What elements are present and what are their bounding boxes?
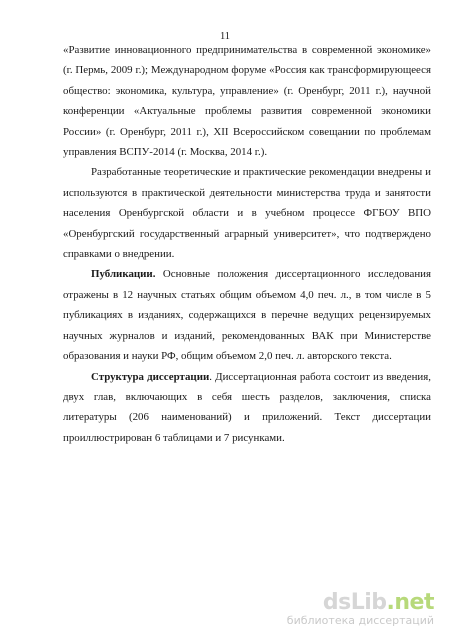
paragraph-structure xyxy=(63,367,431,449)
publications-heading: Публикации. xyxy=(91,268,156,281)
paragraph-text: Разработанные теоретические и практические рекомендации внедрены и используются в практической деятельности министерства труда и занятости населения Оренбургской области и в учебном процессе ФГБОУ ВПО «Оренбургский государственный аграрный университет», что подтверждено справками о внедрении. xyxy=(63,166,431,261)
paragraph-text: Основные положения диссертационного исследования отражены в 12 научных статьях общим объемом 4,0 печ. л., в том числе в 5 публикациях в изданиях, содержащихся в перечне ведущих рецензируемых научных журналов и изданий, рекомендованных ВАК при Министерстве образования и науки РФ, общим объемом 2,0 печ. л. авторского текста. xyxy=(63,268,431,363)
watermark-logo-accent: .net xyxy=(386,590,434,615)
document-body xyxy=(63,40,431,448)
paragraph-conferences xyxy=(63,40,431,162)
watermark-logo xyxy=(287,592,434,614)
watermark-logo-main: dsLib xyxy=(322,590,387,615)
paragraph-implementation xyxy=(63,162,431,264)
watermark[interactable] xyxy=(287,592,434,627)
paragraph-text: «Развитие инновационного предпринимательства в современной экономике» (г. Пермь, 2009 г.); Международном форуме «Россия как трансформирующееся общество: экономика, культура, управление» (г. Оренбург, 2011 г.), научной конференции «Актуальные проблемы развития современной экономики России» (г. Оренбург, 2011 г.), XII Всероссийском совещании по проблемам управления ВСПУ-2014 (г. Москва, 2014 г.). xyxy=(63,44,431,159)
paragraph-text: . Диссертационная работа состоит из введения, двух глав, включающих в себя шесть разделов, заключения, списка литературы (206 наименований) и приложений. Текст диссертации проиллюстрирован 6 таблицами и 7 рисунками. xyxy=(63,370,431,444)
watermark-subtitle: библиотека диссертаций xyxy=(286,614,434,627)
paragraph-publications xyxy=(63,264,431,366)
structure-heading: Структура диссертации xyxy=(91,370,210,383)
page-number: 11 xyxy=(219,31,231,42)
